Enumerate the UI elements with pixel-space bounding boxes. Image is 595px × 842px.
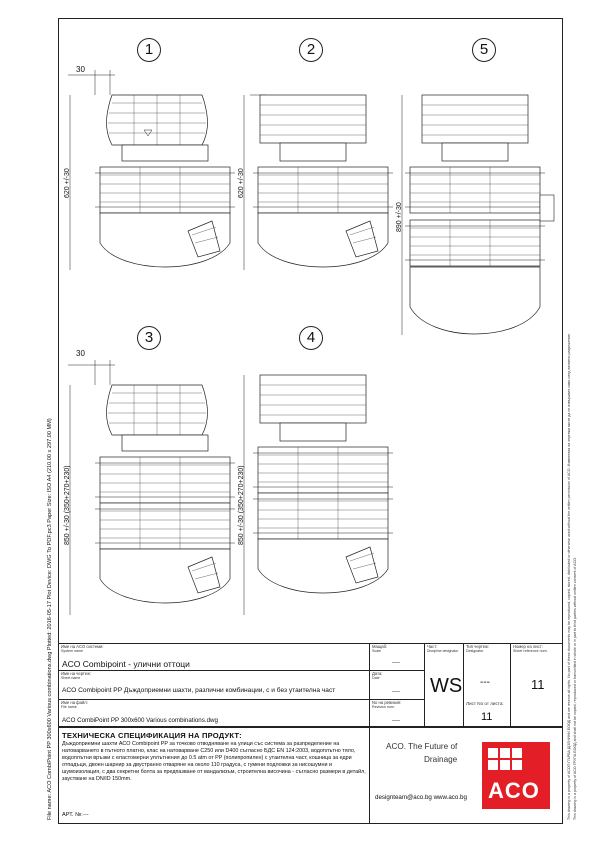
sheet-reference-value: 11 [531, 677, 545, 692]
drawing-type-label: Тип чертеж: [466, 644, 490, 649]
view-number-1: 1 [137, 38, 161, 62]
revision-sub: Revision num. [372, 705, 395, 709]
dim-850-view3: 850 +/-30 (350+270+230) [64, 465, 71, 545]
view-number-5: 5 [472, 38, 496, 62]
sheet-name-label: Име на чертеж: [61, 671, 92, 676]
file-name-label: Име на файл: [61, 700, 88, 705]
file-info-vertical: File name: ACO CombiPoint PP 300x600 Various combinations.dwg Plotted: 2016-05-17 Plot Device: DWG To PDF.pc3 Paper Size: ISO A4 (210.00 x 297.00 MM) [47, 418, 53, 820]
sheet-reference-sub: Sheet reference num. [513, 649, 548, 653]
discipline-label: Част: [427, 644, 438, 649]
specification-title: ТЕХНИЧЕСКА СПЕЦИФИКАЦИЯ НА ПРОДУКТ: [62, 731, 242, 740]
discipline-value: WS [430, 675, 463, 697]
drawing-type-value: --- [480, 677, 490, 688]
revision-value: ---- [392, 718, 400, 724]
brand-block [369, 727, 563, 824]
scale-sub: Scale [372, 649, 381, 653]
legal-notice-vertical-1: This drawing is a property of ACO® ПЪРВА ДОЛНИНИ ЕООД and we reserve all rights. No part of these documents may be reproduced, copied, stored, distributed or otherwise used without the written permission of ACO. Изменения на чертежа могат да се извършват само след писмено разрешение. [567, 333, 571, 820]
dim-620-view2: 620 +/-30 [238, 168, 245, 198]
legal-notice-vertical-2: This drawing is a property of ACO ГРУПА ЕООД and shall not be copied, reproduced or transmitted in whole or in part to third parties without written consent of ACO. [573, 557, 577, 820]
sheet-name-value: ACO Combipoint PP Дъждоприемни шахти, различни комбинации, с и без утаителна част [62, 687, 336, 694]
aco-logo [482, 742, 550, 809]
file-name-cell [58, 699, 370, 727]
drawing-type-sub: Designator [466, 649, 484, 653]
system-name-sub: System name [61, 649, 83, 653]
view-number-4: 4 [299, 326, 323, 350]
title-block [58, 643, 563, 731]
specification-block [58, 727, 370, 824]
dim-850-view4: 850 +/-30 (350+270+230) [238, 465, 245, 545]
view-number-3: 3 [137, 326, 161, 350]
sheet-name-cell [58, 670, 370, 700]
discipline-sub: Discipline designator [427, 649, 459, 653]
sheet-reference-label: Номер на лист: [513, 644, 543, 649]
article-number-label: АРТ. №: [62, 812, 83, 818]
sheet-number-value: 11 [481, 711, 493, 723]
revision-label: No на ревизия: [372, 700, 402, 705]
sheet-number-label: Лист No от листа: [466, 701, 504, 706]
sheet-name-sub: Sheet name [61, 676, 81, 680]
scale-value: ---- [392, 660, 400, 666]
scale-label: Мащаб: [372, 644, 388, 649]
dim-620-view1: 620 +/-30 [64, 168, 71, 198]
date-value: ---- [392, 689, 400, 695]
brand-tagline-2: Drainage [424, 755, 458, 764]
aco-logo-text: ACO [488, 778, 540, 803]
view-number-2: 2 [299, 38, 323, 62]
discipline-cell [424, 643, 464, 727]
drawing-type-cell [463, 643, 511, 727]
file-name-sub: File name [61, 705, 77, 709]
date-label: Дата: [372, 671, 383, 676]
dim-30-top: 30 [76, 65, 85, 74]
sheet-reference-cell [510, 643, 563, 727]
date-sub: Date [372, 676, 380, 680]
brand-tagline-1: ACO. The Future of [386, 742, 458, 751]
scale-cell [369, 643, 425, 671]
dim-890-view5: 890 +/-30 [396, 202, 403, 232]
file-name-value: ACO CombiPoint PP 300x600 Various combinations.dwg [62, 717, 218, 724]
revision-cell [369, 699, 425, 727]
article-number-value: --- [83, 812, 89, 818]
dim-30-bottom: 30 [76, 349, 85, 358]
date-cell [369, 670, 425, 700]
system-name-cell [58, 643, 370, 671]
system-name-value: ACO Combipoint - улични оттоци [62, 659, 190, 669]
system-name-label: Име на ACO системи: [61, 644, 104, 649]
brand-contact: designteam@aco.bg www.aco.bg [375, 794, 467, 801]
specification-body: Дъждоприемни шахти ACO Combipoint PP за точково отводняване на улици със система за разпределение на натоварването в пътното платно, клас на натоварване C250 или D400 съгласно БДС EN 124:2003, водоплътно тяло, водоплътни връзки с еластомерни уплътнения до 0.5 atm от PP (полипропилен) с утаителна част, кошница за едри отпадъци, двоен шарнир за двустранно отваряне на около 110 градуса, с гумени подложки за нисошумни и шумоизолация, с два секретни болта за предпазване от вандализъм, строителна височина - съгласно размери в детайл, заустване на DN/ID 150mm. [62, 741, 366, 782]
